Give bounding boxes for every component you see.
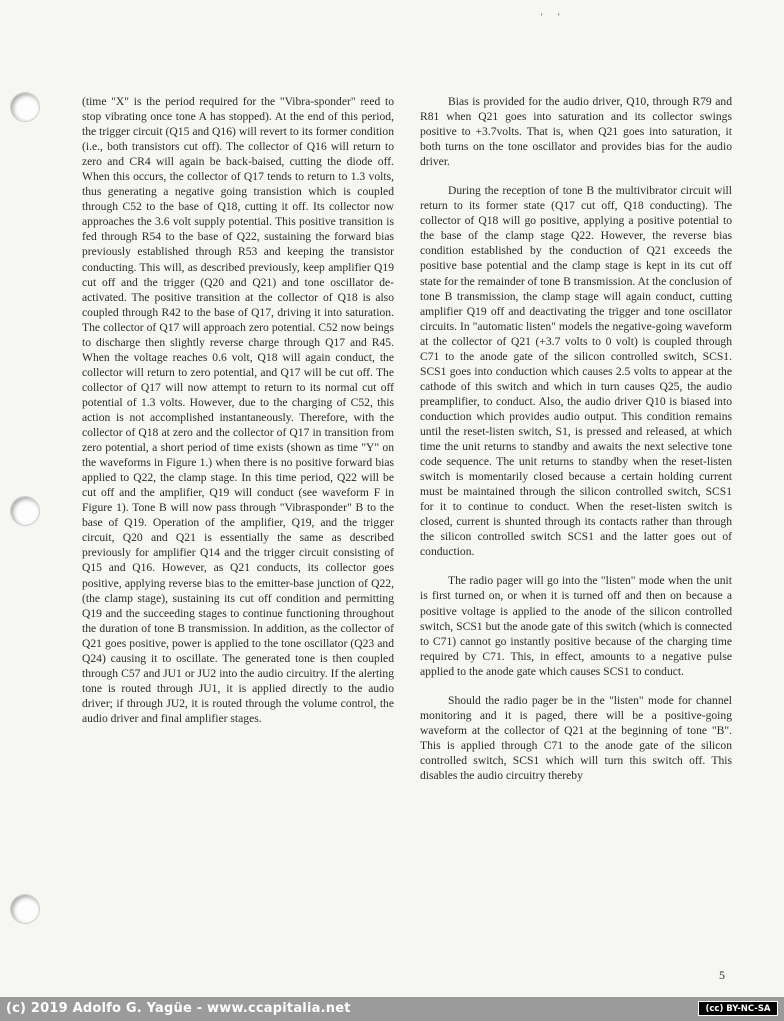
right-column xyxy=(420,94,732,797)
punch-hole-bottom xyxy=(10,894,40,924)
license-badge[interactable]: (cc) BY-NC-SA xyxy=(698,1001,778,1016)
page-number: 5 xyxy=(719,968,725,982)
scan-speck: ‘ xyxy=(557,12,561,23)
paragraph: Should the radio pager be in the "listen" mode for channel monitoring and it is paged, there will be a positive-going waveform at the collector of Q21 at the beginning of tone "B". This is applied through C71 to the anode gate of the silicon controlled switch, SCS1 which will turn this switch off. This disables the audio circuitry thereby xyxy=(420,693,732,782)
paragraph: (time "X" is the period required for the "Vibra-sponder" reed to stop vibrating once tone A has stopped). At the end of this period, the trigger circuit (Q15 and Q16) will revert to its former condition (i.e., both transistors cut off). The collector of Q16 will return to zero and CR4 will again be back-baised, cutting the diode off. When this occurs, the collector of Q17 tends to return to 1.3 volts, thus generating a negative going transistion which is coupled through C52 to the base of Q18, cutting it off. Its collector now approaches the 3.6 volt supply potential. This positive transition is fed through R54 to the base of Q22, sustaining the forward bias previously established through R53 and keeping the transistor conducting. This will, as described previously, keep amplifier Q19 cut off and the trigger (Q20 and Q21) and tone oscillator de-activated. The positive transition at the collector of Q18 is also coupled through R42 to the base of Q17, driving it into saturation. The collector of Q17 will approach zero potential. C52 now beings to discharge then slightly reverse charge through Q17 and R45. When the voltage reaches 0.6 volt, Q18 will again conduct, the collector will return to zero potential, and Q17 will be cut off. The collector of Q17 will now attempt to return to its normal cut off potential of 1.3 volts. However, due to the charging of C52, this action is not accomplished instantaneously. Therefore, with the collector of Q18 at zero and the collector of Q17 in transition from zero potential, a short period of time exists (shown as time "Y" on the waveforms in Figure 1.) when there is no positive forward bias applied to Q22, the clamp stage. In this time period, Q22 will be cut off and the amplifier, Q19 will conduct (see waveform F in Figure 1). Tone B will now pass through "Vibrasponder" B to the base of Q19. Operation of the amplifier, Q19, and the trigger circuit, Q20 and Q21 is essentially the same as described previously for amplifier Q14 and the trigger circuit consisting of Q15 and Q16. However, as Q21 conducts, its collector goes positive, applying reverse bias to the emitter-base junction of Q22, (the clamp stage), sustaining its cut off condition and permitting Q19 and the succeeding stages to continue functioning throughout the duration of tone B transmission. In addition, as the collector of Q21 goes positive, power is applied to the tone oscillator (Q23 and Q24) causing it to oscillate. The generated tone is then coupled through C57 and JU1 or JU2 into the audio circuitry. If the alerting tone is routed through JU1, it is applied directly to the audio driver; if through JU2, it is routed through the volume control, the audio driver and final amplifier stages. xyxy=(82,95,394,725)
punch-hole-middle xyxy=(10,496,40,526)
left-column xyxy=(82,94,394,740)
scan-speck: ‘ xyxy=(540,12,544,23)
punch-hole-top xyxy=(10,92,40,122)
paragraph: The radio pager will go into the "listen" mode when the unit is first turned on, or when it is turned off and then on because a positive voltage is applied to the anode of the silicon controlled switch, SCS1 but the anode gate of this switch (which is connected to C71) cannot go instantly positive because of the charging time required by C71. This, in effect, amounts to a negative pulse applied to the anode gate which causes SCS1 to conduct. xyxy=(420,574,732,678)
paragraph: Bias is provided for the audio driver, Q10, through R79 and R81 when Q21 goes into saturation and its collector swings positive to +3.7volts. That is, when Q21 goes into saturation, it both turns on the tone oscillator and provides bias for the audio driver. xyxy=(420,95,732,169)
footer-bar xyxy=(0,997,784,1021)
footer-copyright[interactable]: (c) 2019 Adolfo G. Yagüe - www.ccapitalia.net xyxy=(6,1001,351,1016)
paragraph: During the reception of tone B the multivibrator circuit will return to its former state (Q17 cut off, Q18 conducting). The collector of Q18 will go positive, applying a positive potential to the base of the clamp stage Q22. However, the reverse bias condition established by the conduction of Q21 exceeds the positive base potential and the clamp stage is kept in its cut off state for the remainder of tone B transmission. At the conclusion of tone B transmission, the clamp stage will again conduct, cutting amplifier Q19 off and deactivating the trigger and tone oscillator circuits. In "automatic listen" models the negative-going waveform at the collector of Q21 (+3.7 volts to 0 volt) is coupled through C71 to the anode gate of the silicon controlled switch, SCS1. SCS1 goes into conduction which causes 2.5 volts to appear at the cathode of this switch and which in turn causes Q25, the audio preamplifier, to conduct. Also, the audio driver Q10 is biased into conduction which provides audio output. This condition remains until the reset-listen switch, S1, is pressed and released, at which time the unit returns to standby and awaits the next selective tone code sequence. The unit returns to standby when the reset-listen switch is momentarily closed because a certain holding current must be maintained through the silicon controlled switch, SCS1 for it to continue to conduct. When the reset-listen switch is closed, current is shunted through its contacts rather than through the silicon controlled switch SCS1 and the latter goes out of conduction. xyxy=(420,184,732,559)
